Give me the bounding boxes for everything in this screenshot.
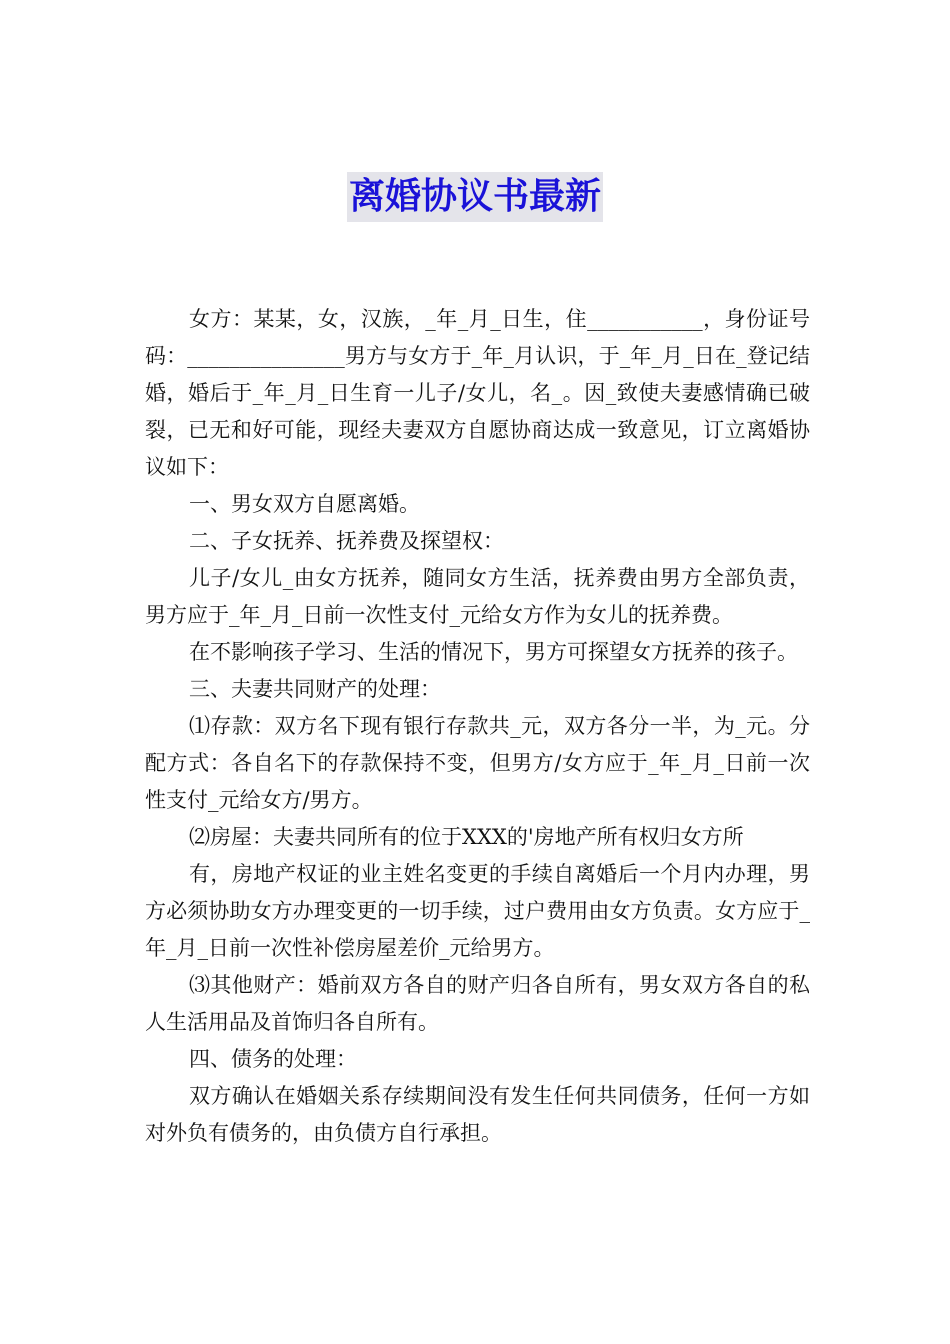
paragraph-deposits: ⑴存款：双方名下现有银行存款共_元，双方各分一半，为_元。分配方式：各自名下的存款保持不变，但男方/女方应于_年_月_日前一次性支付_元给女方/男方。 (145, 714, 810, 812)
paragraph-house: ⑵房屋：夫妻共同所有的位于XXX的'房地产所有权归女方所 (189, 825, 744, 849)
paragraph-house-continued: 有，房地产权证的业主姓名变更的手续自离婚后一个月内办理，男方必须协助女方办理变更的一切手续，过户费用由女方负责。女方应于_年_月_日前一次性补偿房屋差价_元给男方。 (145, 862, 810, 960)
title-container (0, 172, 950, 222)
paragraph-section-2-heading: 二、子女抚养、抚养费及探望权： (189, 529, 504, 553)
document-body (145, 301, 810, 1152)
document-title: 离婚协议书最新 (347, 172, 603, 222)
paragraph-other-property: ⑶其他财产：婚前双方各自的财产归各自所有，男女双方各自的私人生活用品及首饰归各自所有。 (145, 973, 810, 1034)
paragraph-intro: 女方：某某，女，汉族，_年_月_日生，住___________，身份证号码：_______________男方与女方于_年_月认识，于_年_月_日在_登记结婚，婚后于_年_月_日生育一儿子/女儿，名_。因_致使夫妻感情确已破裂，已无和好可能，现经夫妻双方自愿协商达成一致意见，订立离婚协议如下： (145, 307, 810, 479)
paragraph-section-3-heading: 三、夫妻共同财产的处理： (189, 677, 441, 701)
paragraph-section-4-heading: 四、债务的处理： (189, 1047, 357, 1071)
paragraph-visitation: 在不影响孩子学习、生活的情况下，男方可探望女方抚养的孩子。 (189, 640, 798, 664)
paragraph-debts: 双方确认在婚姻关系存续期间没有发生任何共同债务，任何一方如对外负有债务的，由负债方自行承担。 (145, 1084, 810, 1145)
paragraph-section-1: 一、男女双方自愿离婚。 (189, 492, 420, 516)
paragraph-child-custody: 儿子/女儿_由女方抚养，随同女方生活，抚养费由男方全部负责，男方应于_年_月_日前一次性支付_元给女方作为女儿的抚养费。 (145, 566, 810, 627)
